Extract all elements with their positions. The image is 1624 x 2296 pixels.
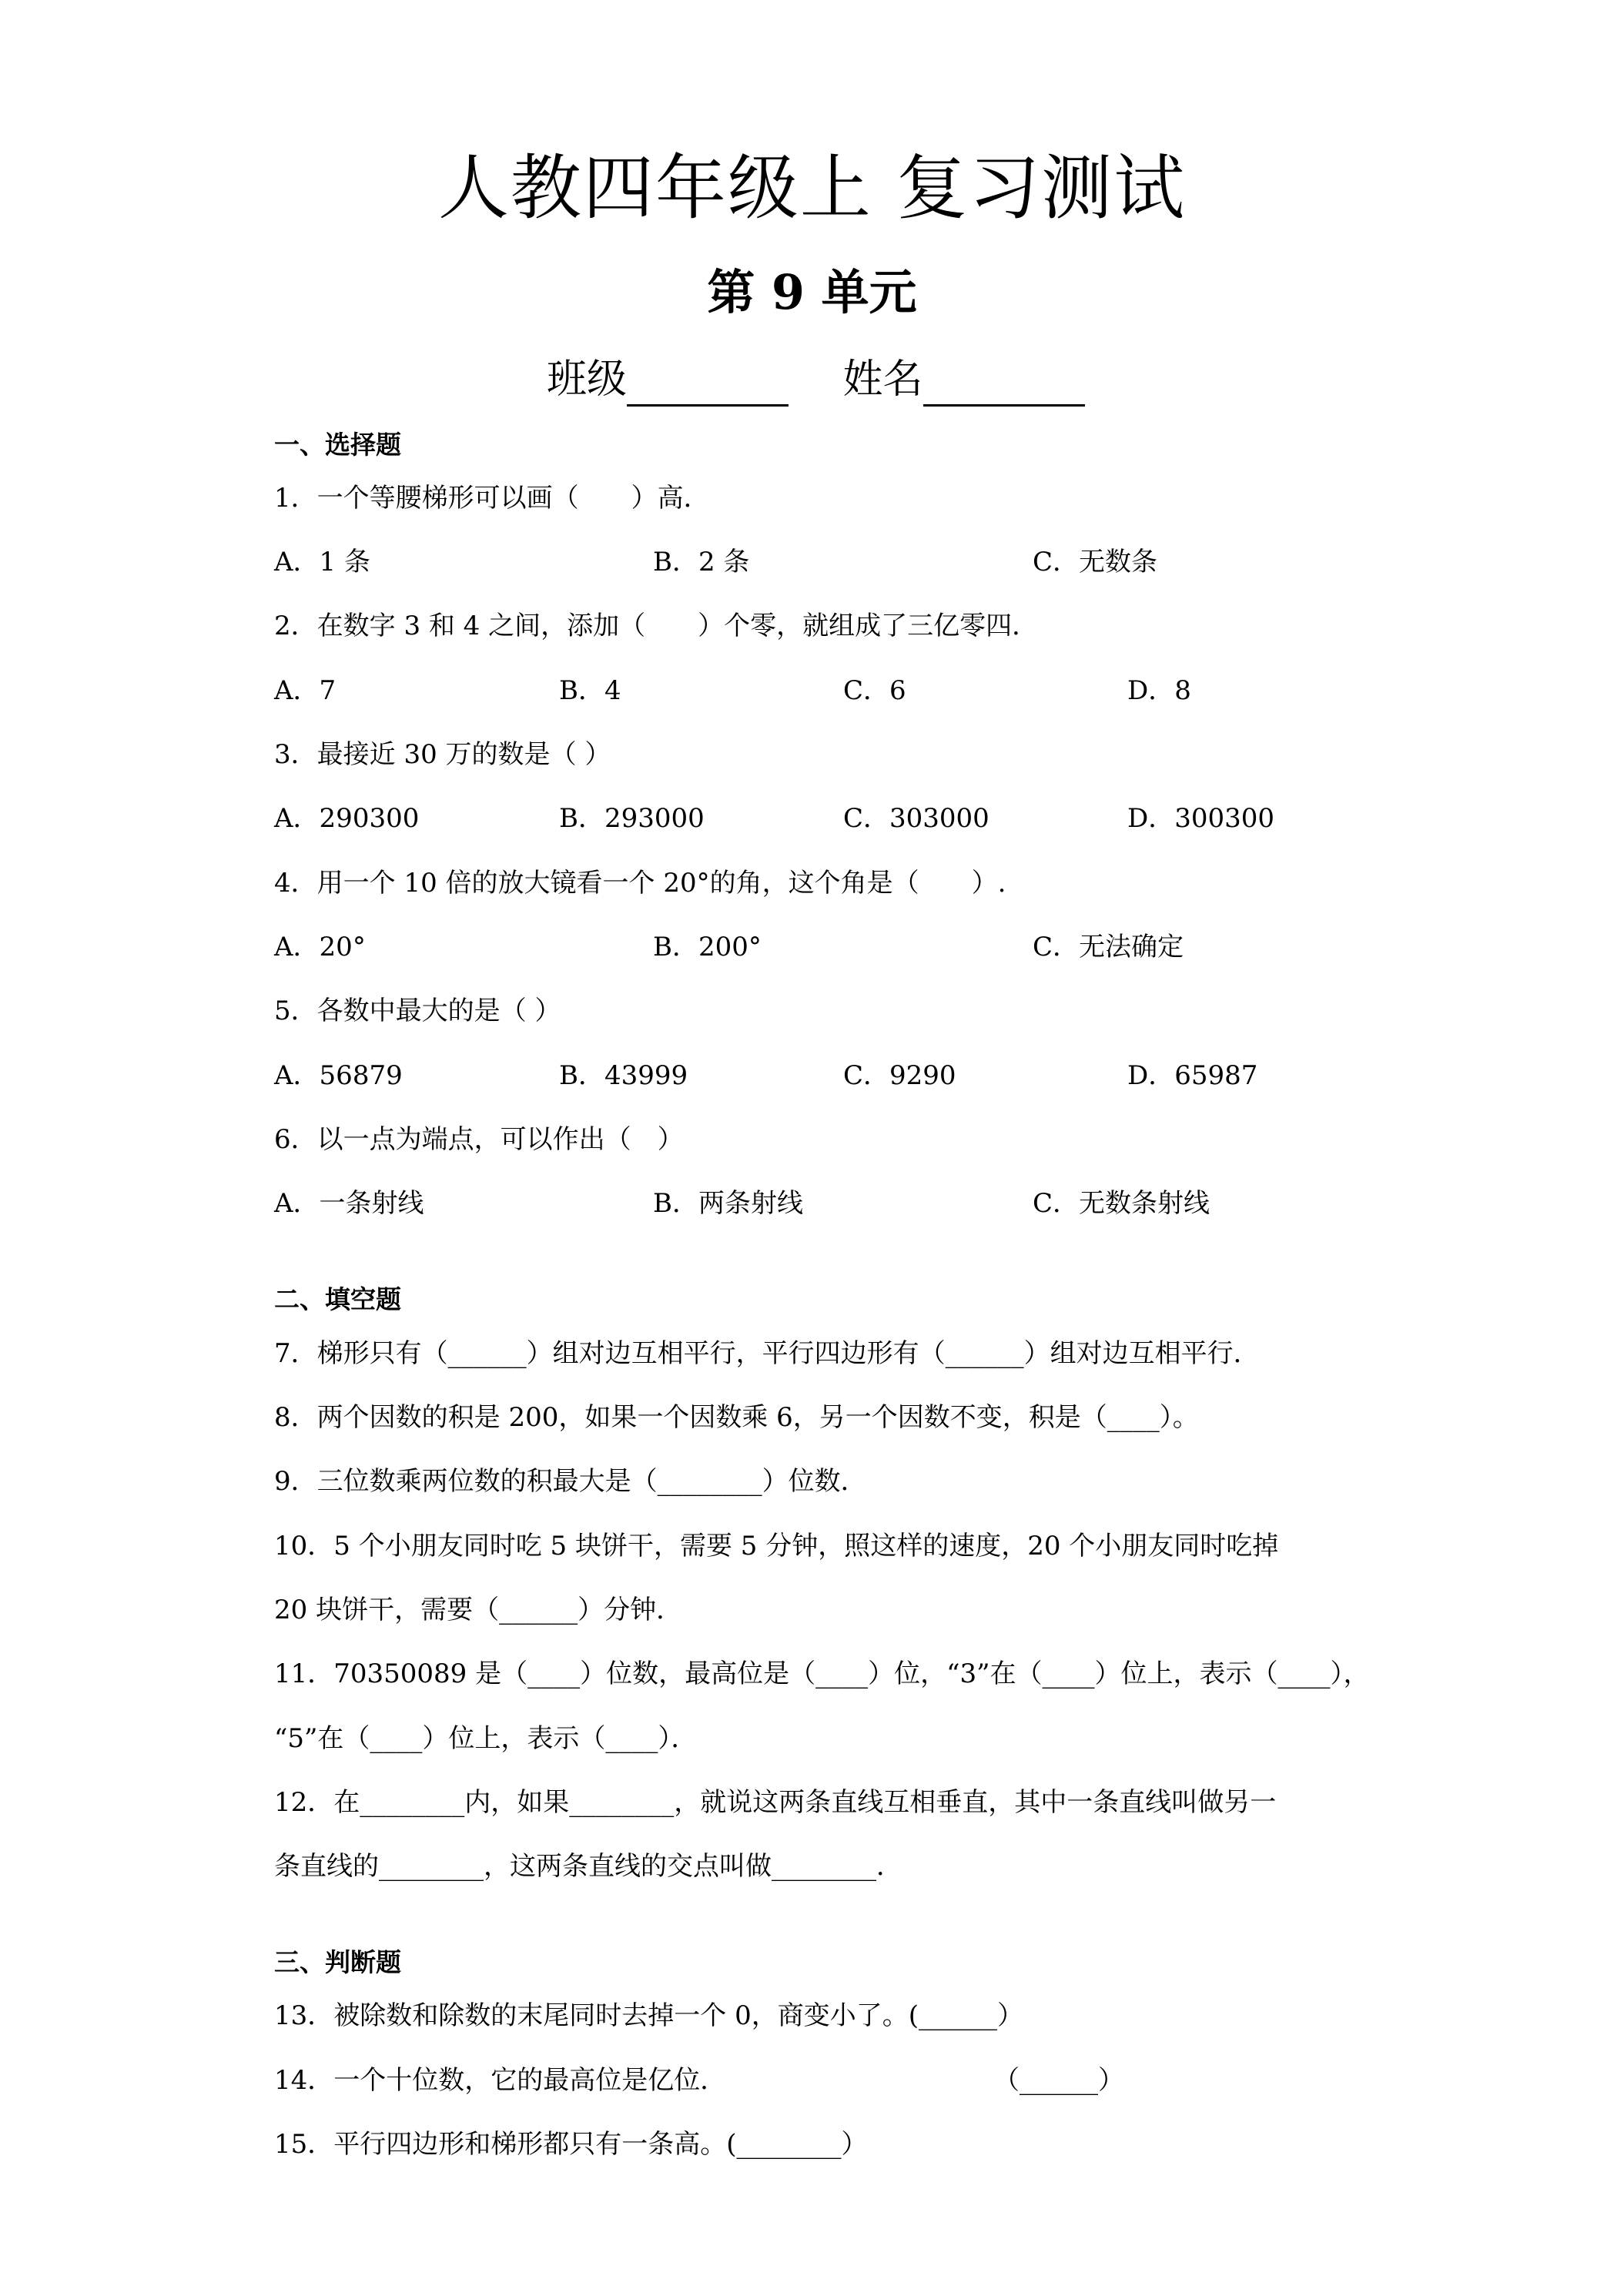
- section-heading-fill-in: 二、填空题: [274, 1284, 401, 1314]
- question-14: 14．一个十位数，它的最高位是亿位．: [274, 2065, 727, 2096]
- q3-option-b: B．293000: [559, 803, 705, 834]
- question-9: 9．三位数乘两位数的积最大是（________）位数．: [274, 1466, 867, 1497]
- question-5: 5．各数中最大的是（ ）: [274, 996, 561, 1026]
- q5-option-a: A．56879: [274, 1060, 403, 1091]
- question-1: 1．一个等腰梯形可以画（ ）高．: [274, 483, 710, 514]
- section-heading-true-false: 三、判断题: [274, 1947, 401, 1977]
- student-info-row: [547, 353, 1127, 407]
- q2-option-c: C．6: [843, 675, 906, 706]
- question-7: 7．梯形只有（______）组对边互相平行，平行四边形有（______）组对边互相平行．: [274, 1338, 1260, 1369]
- q3-option-a: A．290300: [274, 803, 420, 834]
- q1-option-b: B．2 条: [653, 547, 750, 577]
- question-12-line-1: 12．在________内，如果________，就说这两条直线互相垂直，其中一条直线叫做另一: [274, 1787, 1277, 1818]
- q5-option-d: D．65987: [1127, 1060, 1258, 1091]
- question-14-answer-blank: （______）: [993, 2065, 1124, 2096]
- unit-subtitle: 第 9 单元: [707, 264, 917, 320]
- q1-option-a: A．1 条: [274, 547, 370, 577]
- class-blank[interactable]: [627, 364, 789, 407]
- q5-option-c: C．9290: [843, 1060, 956, 1091]
- q6-option-a: A．一条射线: [274, 1188, 424, 1219]
- question-10-line-1: 10．5 个小朋友同时吃 5 块饼干，需要 5 分钟，照这样的速度，20 个小朋友同时吃掉: [274, 1531, 1279, 1561]
- question-6: 6．以一点为端点，可以作出（ ）: [274, 1124, 684, 1155]
- q6-option-c: C．无数条射线: [1033, 1188, 1210, 1219]
- section-heading-choice: 一、选择题: [274, 430, 401, 460]
- q2-option-d: D．8: [1127, 675, 1191, 706]
- question-15: 15．平行四边形和梯形都只有一条高。(________）: [274, 2129, 868, 2160]
- question-4: 4．用一个 10 倍的放大镜看一个 20°的角，这个角是（ ）.: [274, 868, 1006, 899]
- question-8: 8．两个因数的积是 200，如果一个因数乘 6，另一个因数不变，积是（____）。: [274, 1402, 1199, 1433]
- question-11-line-2: “5”在（____）位上，表示（____）．: [274, 1723, 698, 1754]
- q4-option-c: C．无法确定: [1033, 932, 1184, 962]
- q5-option-b: B．43999: [559, 1060, 688, 1091]
- name-blank[interactable]: [923, 364, 1085, 407]
- q4-option-a: A．20°: [274, 932, 366, 962]
- q2-option-a: A．7: [274, 675, 337, 706]
- name-label: 姓名: [842, 356, 923, 403]
- q4-option-b: B．200°: [653, 932, 762, 962]
- question-10-line-2: 20 块饼干，需要（______）分钟．: [274, 1595, 683, 1625]
- question-13: 13．被除数和除数的末尾同时去掉一个 0，商变小了。(______）: [274, 2000, 1023, 2031]
- q3-option-c: C．303000: [843, 803, 989, 834]
- question-11-line-1: 11．70350089 是（____）位数，最高位是（____）位，“3”在（____）位上，表示（____），: [274, 1658, 1370, 1689]
- class-label: 班级: [547, 356, 628, 403]
- q2-option-b: B．4: [559, 675, 621, 706]
- page-title: 人教四年级上 复习测试: [437, 147, 1187, 229]
- q1-option-c: C．无数条: [1033, 547, 1158, 577]
- q3-option-d: D．300300: [1127, 803, 1275, 834]
- question-2: 2．在数字 3 和 4 之间，添加（ ）个零，就组成了三亿零四．: [274, 611, 1039, 641]
- question-12-line-2: 条直线的________，这两条直线的交点叫做________．: [274, 1851, 902, 1882]
- question-3: 3．最接近 30 万的数是（ ）: [274, 739, 611, 770]
- q6-option-b: B．两条射线: [653, 1188, 803, 1219]
